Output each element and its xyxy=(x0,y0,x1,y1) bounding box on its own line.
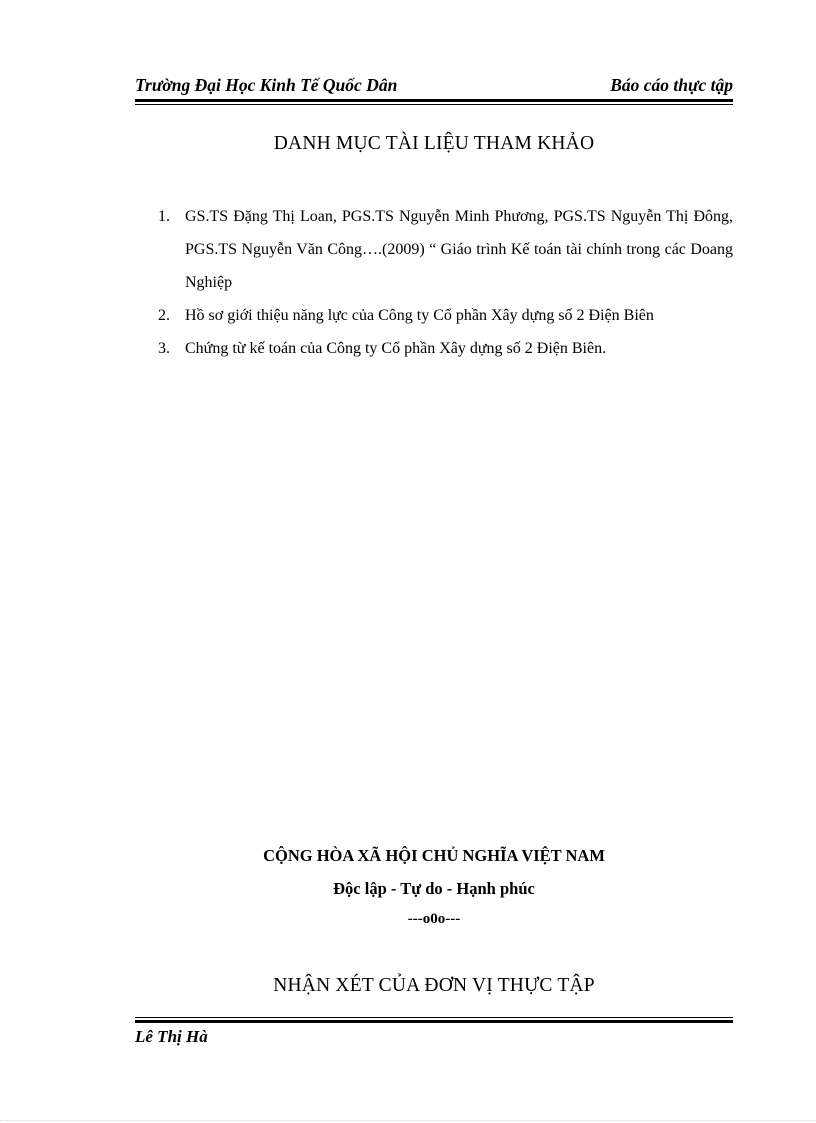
reference-number: 1. xyxy=(158,208,170,225)
page-header xyxy=(135,74,733,98)
section-title: NHẬN XÉT CỦA ĐƠN VỊ THỰC TẬP xyxy=(273,975,595,996)
header-rule-thin xyxy=(135,104,733,105)
page-bottom-edge xyxy=(0,1120,816,1122)
references-title: DANH MỤC TÀI LIỆU THAM KHẢO xyxy=(273,133,595,154)
header-university: Trường Đại Học Kinh Tế Quốc Dân xyxy=(135,75,398,95)
footer-author: Lê Thị Hà xyxy=(135,1027,208,1046)
country-name: CỘNG HÒA XÃ HỘI CHỦ NGHĨA VIỆT NAM xyxy=(263,846,605,865)
footer-rule-thick xyxy=(135,1020,733,1023)
reference-text: Chứng từ kế toán của Công ty Cổ phần Xây dựng số 2 Điện Biên. xyxy=(185,340,607,357)
reference-item xyxy=(158,332,733,365)
reference-number: 2. xyxy=(158,307,170,324)
header-rule-thick xyxy=(135,99,733,102)
header-report-type: Báo cáo thực tập xyxy=(610,75,733,95)
reference-number: 3. xyxy=(158,340,170,357)
reference-text: GS.TS Đặng Thị Loan, PGS.TS Nguyễn Minh Phương, PGS.TS Nguyễn Thị Đông, PGS.TS Nguyễn Văn Công….(2009) “ Giáo trình Kế toán tài chính trong các Doang Nghiệp xyxy=(185,208,733,291)
national-slogan: Độc lập - Tự do - Hạnh phúc xyxy=(333,879,535,898)
footer-rule-thin xyxy=(135,1017,733,1018)
ornament-divider: ---o0o--- xyxy=(407,911,461,927)
reference-list xyxy=(158,200,733,365)
reference-item xyxy=(158,299,733,332)
reference-text: Hồ sơ giới thiệu năng lực của Công ty Cổ phần Xây dựng số 2 Điện Biên xyxy=(185,307,654,324)
reference-item xyxy=(158,200,733,299)
